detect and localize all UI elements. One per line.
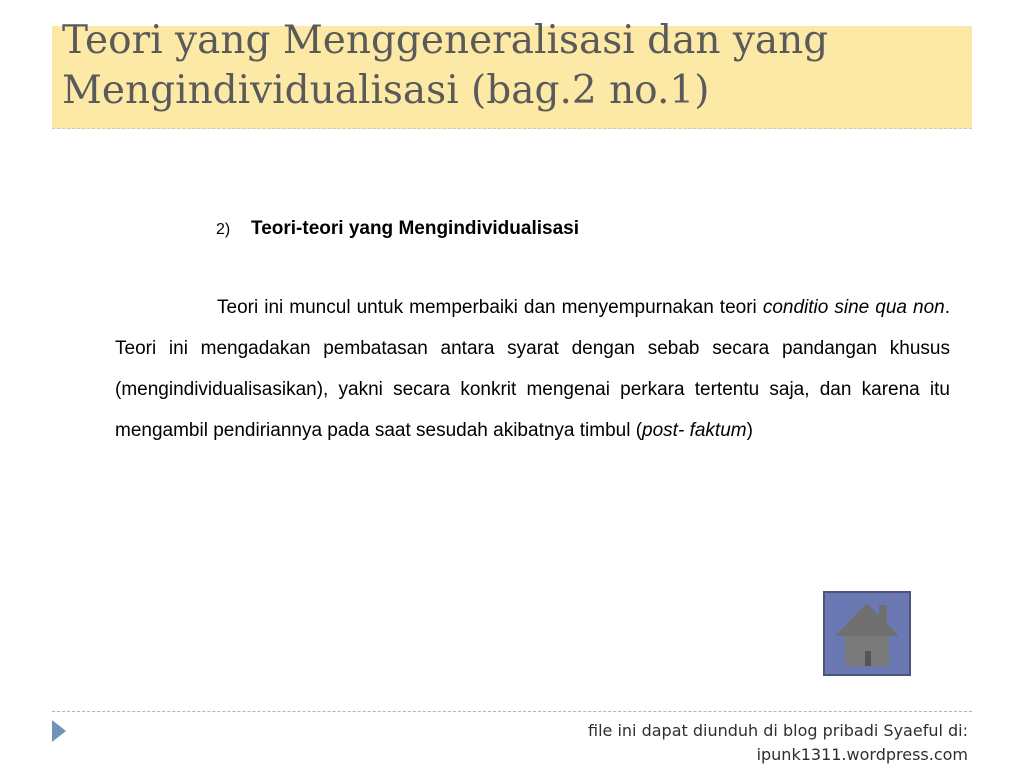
- slide-title: Teori yang Menggeneralisasi dan yang Mengindividualisasi (bag.2 no.1): [62, 18, 829, 113]
- subheading: [216, 218, 579, 240]
- paragraph-italic-1: conditio sine qua non: [762, 297, 945, 318]
- footer-arrow-icon: [52, 720, 66, 742]
- footer-divider: [52, 711, 972, 712]
- paragraph-italic-2: post- faktum: [642, 420, 747, 441]
- subheading-number: 2): [216, 221, 231, 238]
- body-paragraph: [115, 287, 950, 451]
- subheading-text: Teori-teori yang Mengindividualisasi: [251, 218, 579, 239]
- footer-line-2: ipunk1311.wordpress.com: [756, 745, 968, 764]
- paragraph-text-3: ): [746, 420, 753, 441]
- footer-line-1: file ini dapat diunduh di blog pribadi Syaeful di:: [588, 721, 968, 740]
- home-icon: [825, 593, 909, 674]
- paragraph-text-2: . Teori ini mengadakan pembatasan antara syarat dengan sebab secara pandangan khusus (mengindividualisasikan), yakni secara konkrit mengenai perkara tertentu saja, dan karena itu mengambil pendiriannya pada saat sesudah akibatnya timbul (: [115, 297, 951, 441]
- paragraph-text-1: Teori ini muncul untuk memperbaiki dan menyempurnakan teori: [217, 297, 763, 318]
- home-button[interactable]: [823, 591, 911, 676]
- footer-text: [548, 719, 968, 767]
